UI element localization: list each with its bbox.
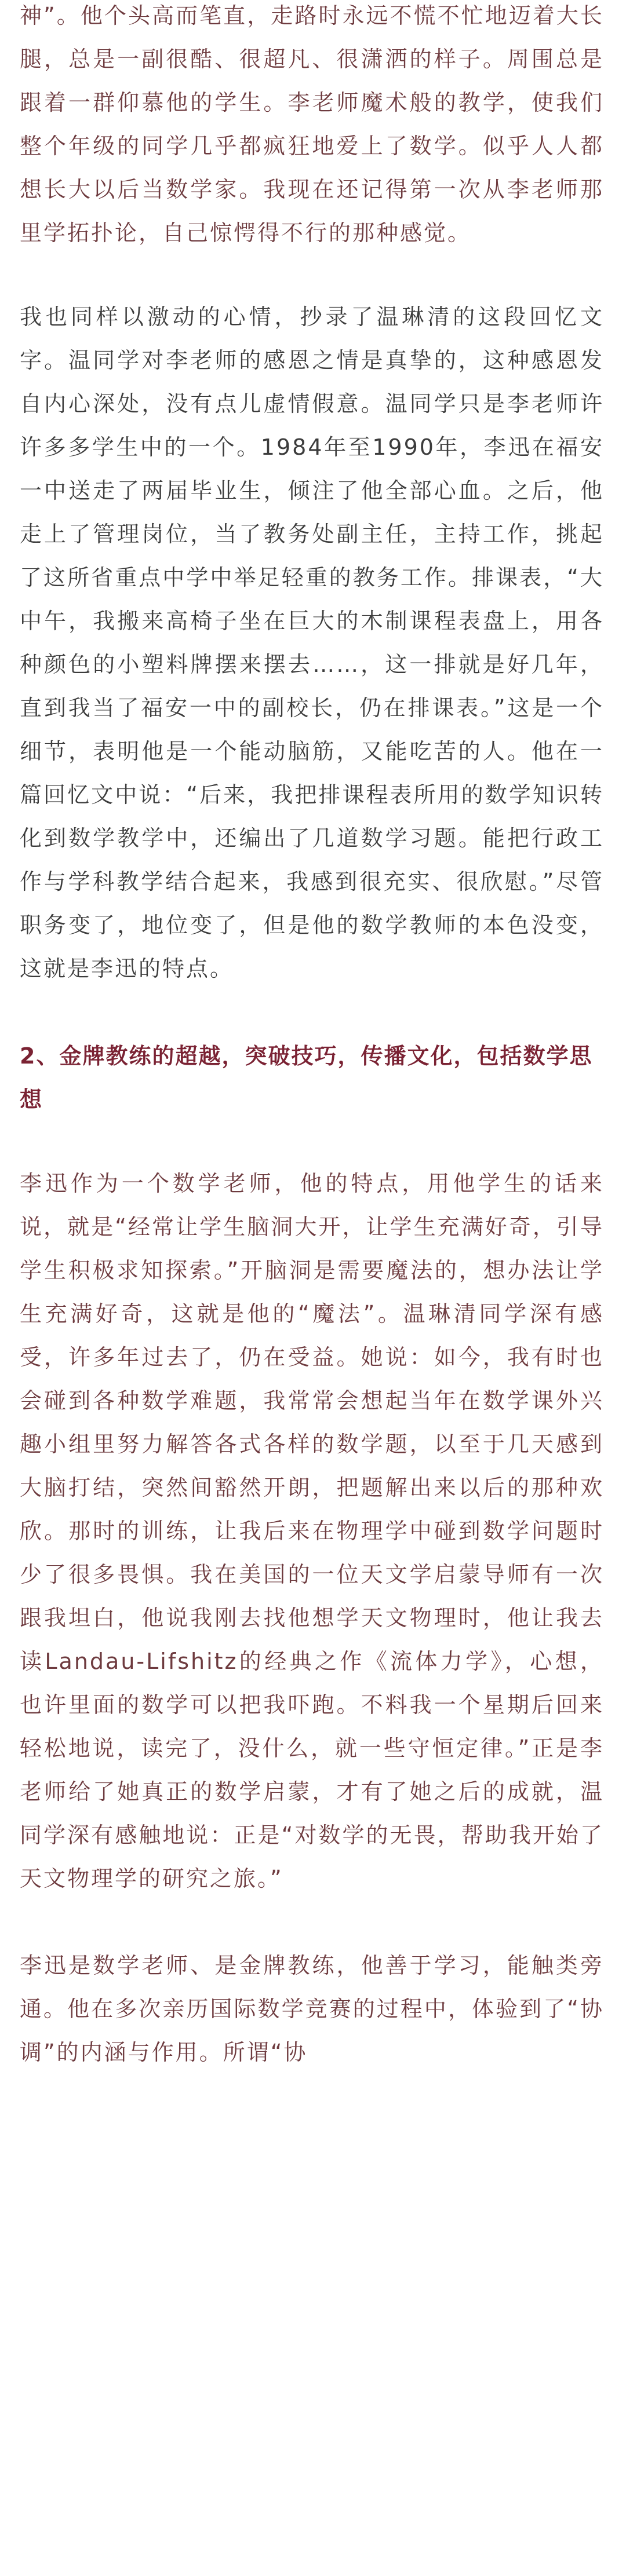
paragraph-1: 神”。他个头高而笔直，走路时永远不慌不忙地迈着大长腿，总是一副很酷、很超凡、很潇洒的样子。周围总是跟着一群仰慕他的学生。李老师魔术般的教学，使我们整个年级的同学几乎都疯狂地爱上了数学。似乎人人都想长大以后当数学家。我现在还记得第一次从李老师那里学拓扑论，自己惊愕得不行的那种感觉。 xyxy=(20,3,604,246)
paragraph-2: 我也同样以激动的心情，抄录了温琳清的这段回忆文字。温同学对李老师的感恩之情是真挚的，这种感恩发自内心深处，没有点儿虚情假意。温同学只是李老师许许多多学生中的一个。1984年至1990年，李迅在福安一中送走了两届毕业生，倾注了他全部心血。之后，他走上了管理岗位，当了教务处副主任，主持工作，挑起了这所省重点中学中举足轻重的教务工作。排课表，“大中午，我搬来高椅子坐在巨大的木制课程表盘上，用各种颜色的小塑料牌摆来摆去……，这一排就是好几年，直到我当了福安一中的副校长，仍在排课表。”这是一个细节，表明他是一个能动脑筋，又能吃苦的人。他在一篇回忆文中说：“后来，我把排课程表所用的数学知识转化到数学教学中，还编出了几道数学习题。能把行政工作与学科教学结合起来，我感到很充实、很欣慰。”尽管职务变了，地位变了，但是他的数学教师的本色没变，这就是李迅的特点。 xyxy=(20,304,604,981)
article-body xyxy=(20,0,604,2074)
section-heading: 2、金牌教练的超越，突破技巧，传播文化，包括数学思想 xyxy=(20,1043,593,1112)
paragraph-3: 李迅作为一个数学老师，他的特点，用他学生的话来说，就是“经常让学生脑洞大开，让学生充满好奇，引导学生积极求知探索。”开脑洞是需要魔法的，想办法让学生充满好奇，这就是他的“魔法”。温琳清同学深有感受，许多年过去了，仍在受益。她说：如今，我有时也会碰到各种数学难题，我常常会想起当年在数学课外兴趣小组里努力解答各式各样的数学题，以至于几天感到大脑打结，突然间豁然开朗，把题解出来以后的那种欢欣。那时的训练，让我后来在物理学中碰到数学问题时少了很多畏惧。我在美国的一位天文学启蒙导师有一次跟我坦白，他说我刚去找他想学天文物理时，他让我去读Landau-Lifshitz的经典之作《流体力学》，心想，也许里面的数学可以把我吓跑。不料我一个星期后回来轻松地说，读完了，没什么，就一些守恒定律。”正是李老师给了她真正的数学启蒙，才有了她之后的成就，温同学深有感触地说：正是“对数学的无畏，帮助我开始了天文物理学的研究之旅。” xyxy=(20,1171,604,1891)
paragraph-4: 李迅是数学老师、是金牌教练，他善于学习，能触类旁通。他在多次亲历国际数学竞赛的过程中，体验到了“协调”的内涵与作用。所谓“协 xyxy=(20,1953,604,2065)
